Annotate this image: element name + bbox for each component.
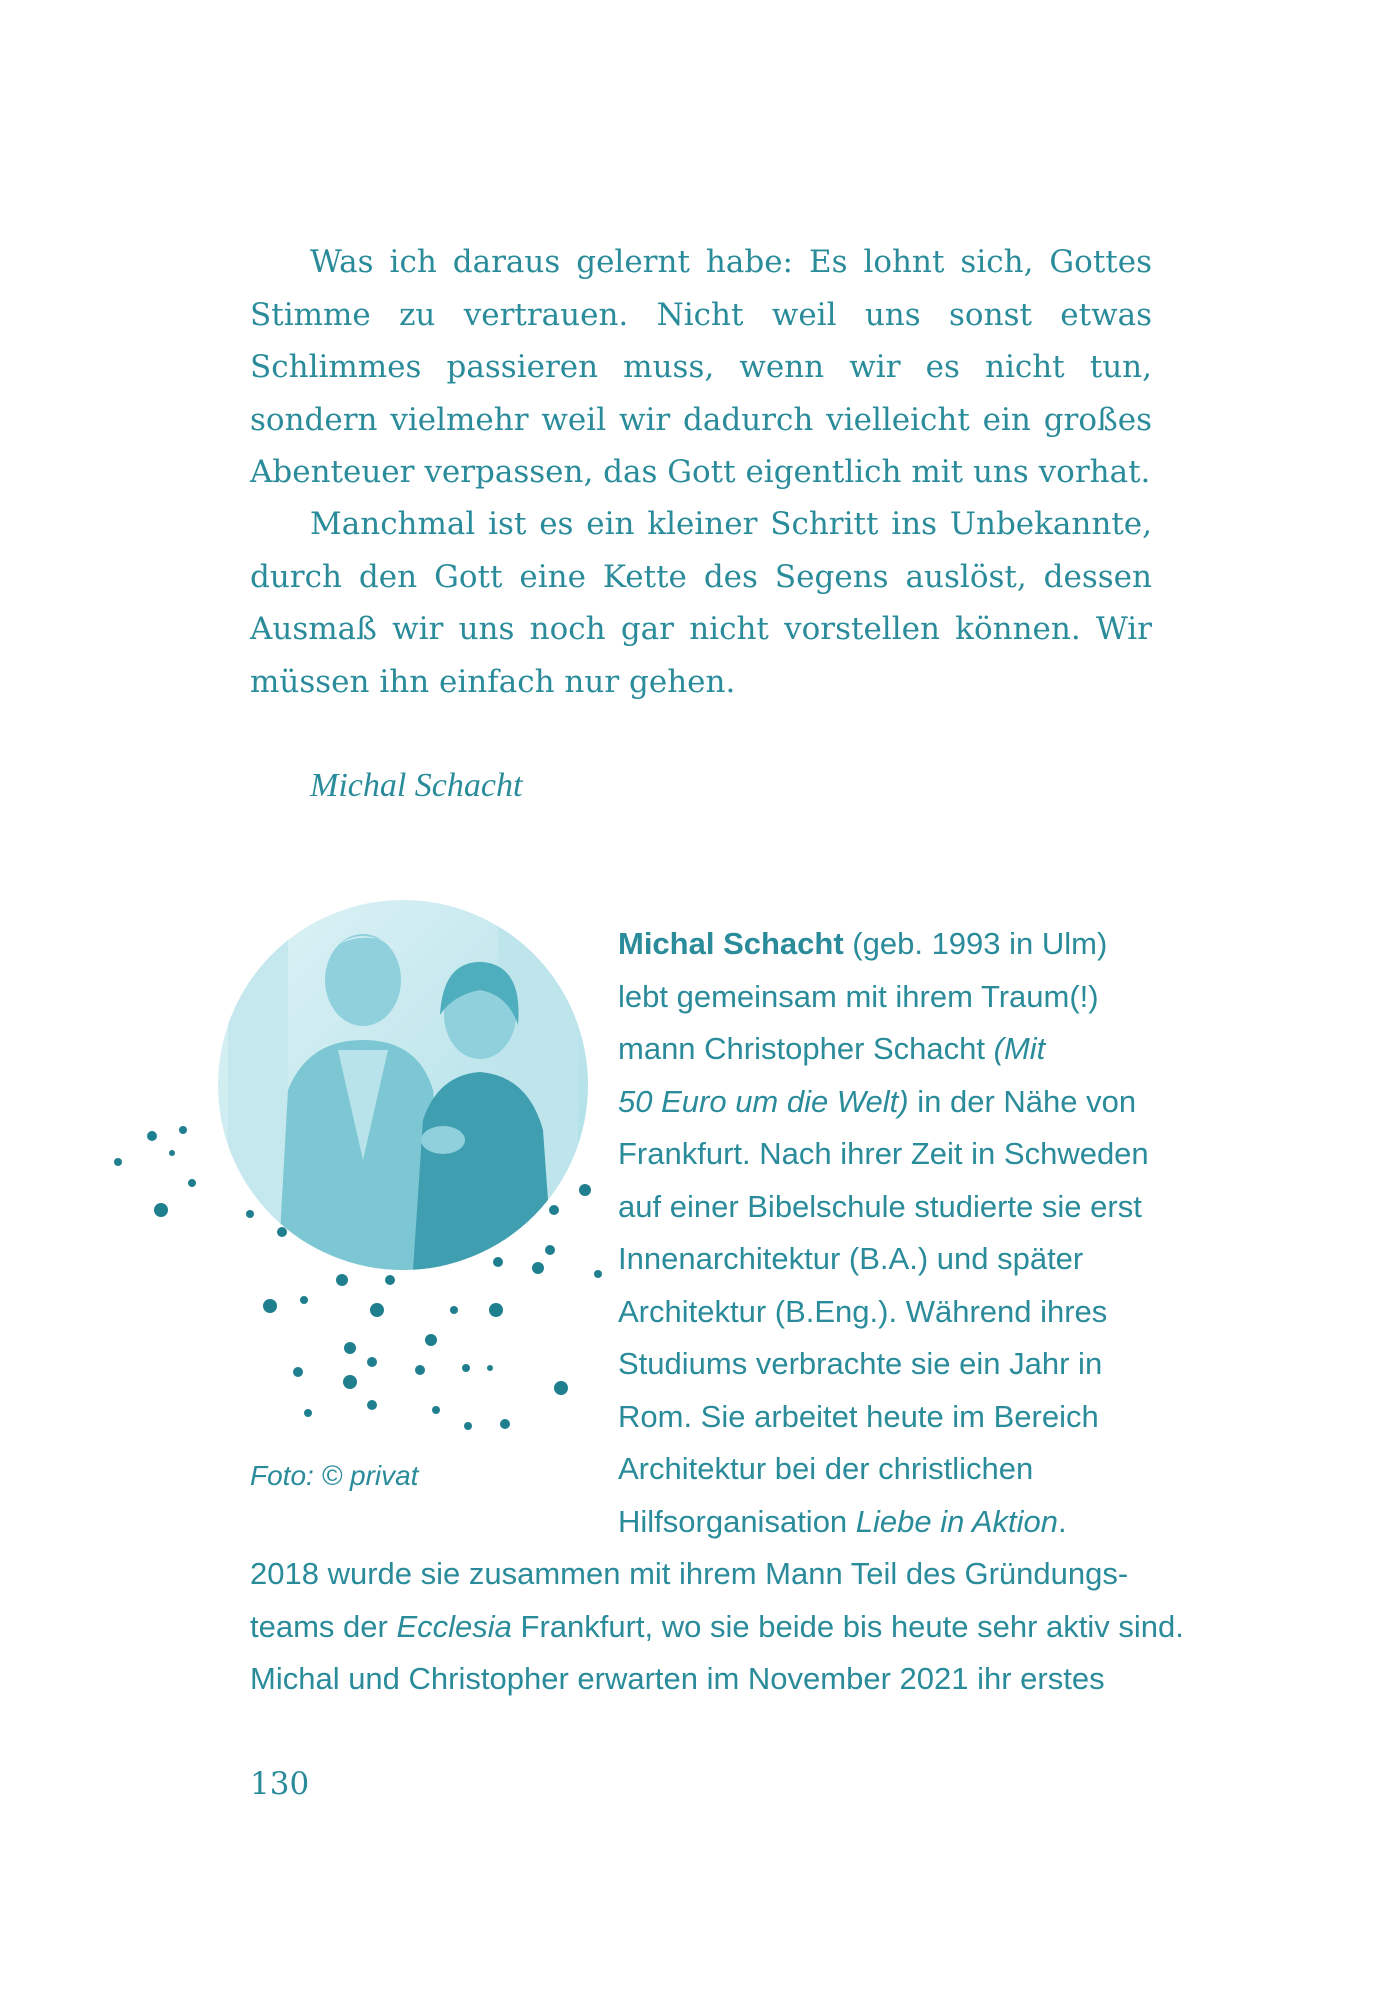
bio-line-14-text: teams der <box>250 1608 397 1644</box>
bio-birth: (geb. 1993 in Ulm) <box>843 926 1108 961</box>
author-signature: Michal Schacht <box>310 767 523 804</box>
paragraph-1-text: Was ich daraus gelernt habe: Es lohnt sich, Gottes Stimme zu vertrauen. Nicht weil uns sonst etwas Schlimmes passieren muss, wenn wir es nicht tun, sondern vielmehr weil wir dadurch vielleicht ein großes Abenteuer verpassen, das Gott eigentlich mit uns vorhat. <box>250 244 1152 490</box>
page-number: 130 <box>250 1766 310 1802</box>
photo-caption: Foto: © privat <box>250 1460 419 1491</box>
bio-line-7: Innenarchitektur (B.A.) und später <box>618 1241 1084 1276</box>
bio-organisation-name: Liebe in Aktion <box>855 1503 1059 1539</box>
bio-book-title-part-2: 50 Euro um die Welt) <box>618 1083 909 1119</box>
bio-line-13: 2018 wurde sie zusammen mit ihrem Mann Teil des Gründungs- <box>250 1556 1129 1591</box>
bio-name: Michal Schacht <box>618 926 844 961</box>
bio-line-9: Studiums verbrachte sie ein Jahr in <box>618 1346 1103 1381</box>
paragraph-2 <box>250 498 1152 708</box>
bio-line-12-end: . <box>1058 1503 1067 1539</box>
author-bio-continued <box>250 1548 1184 1706</box>
bio-church-name: Ecclesia <box>396 1608 512 1644</box>
paragraph-2-text: Manchmal ist es ein kleiner Schritt ins Unbekannte, durch den Gott eine Kette des Segens auslöst, dessen Ausmaß wir uns noch gar nicht vorstellen können. Wir müssen ihn einfach nur gehen. <box>250 506 1152 700</box>
bio-line-4 <box>618 1076 1149 1129</box>
author-bio-column <box>618 918 1149 1548</box>
bio-line-14 <box>250 1601 1184 1654</box>
bio-line-4-text: in der Nähe von <box>908 1083 1137 1119</box>
bio-line-10: Rom. Sie arbeitet heute im Bereich <box>618 1398 1099 1434</box>
bio-line-3 <box>618 1023 1149 1076</box>
bio-line-2: lebt gemeinsam mit ihrem Traum(!) <box>618 978 1099 1014</box>
bio-line-8: Architektur (B.Eng.). Während ihres <box>618 1293 1108 1329</box>
bio-line-15: Michal und Christopher erwarten im November 2021 ihr erstes <box>250 1661 1105 1696</box>
paragraph-1 <box>250 236 1152 499</box>
bio-line-5: Frankfurt. Nach ihrer Zeit in Schweden <box>618 1136 1149 1171</box>
bio-line-6: auf einer Bibelschule studierte sie erst <box>618 1188 1142 1224</box>
bio-book-title-part-1: (Mit <box>993 1031 1046 1066</box>
bio-line-3-text: mann Christopher Schacht <box>618 1031 994 1066</box>
bio-line-12-text: Hilfsorganisation <box>618 1503 856 1539</box>
bio-line-1 <box>618 918 1149 971</box>
author-photo <box>218 900 588 1270</box>
bio-line-12 <box>618 1496 1149 1549</box>
bio-line-14-end: Frankfurt, wo sie beide bis heute sehr aktiv sind. <box>511 1608 1184 1644</box>
bio-line-11: Architektur bei der christlichen <box>618 1451 1034 1486</box>
